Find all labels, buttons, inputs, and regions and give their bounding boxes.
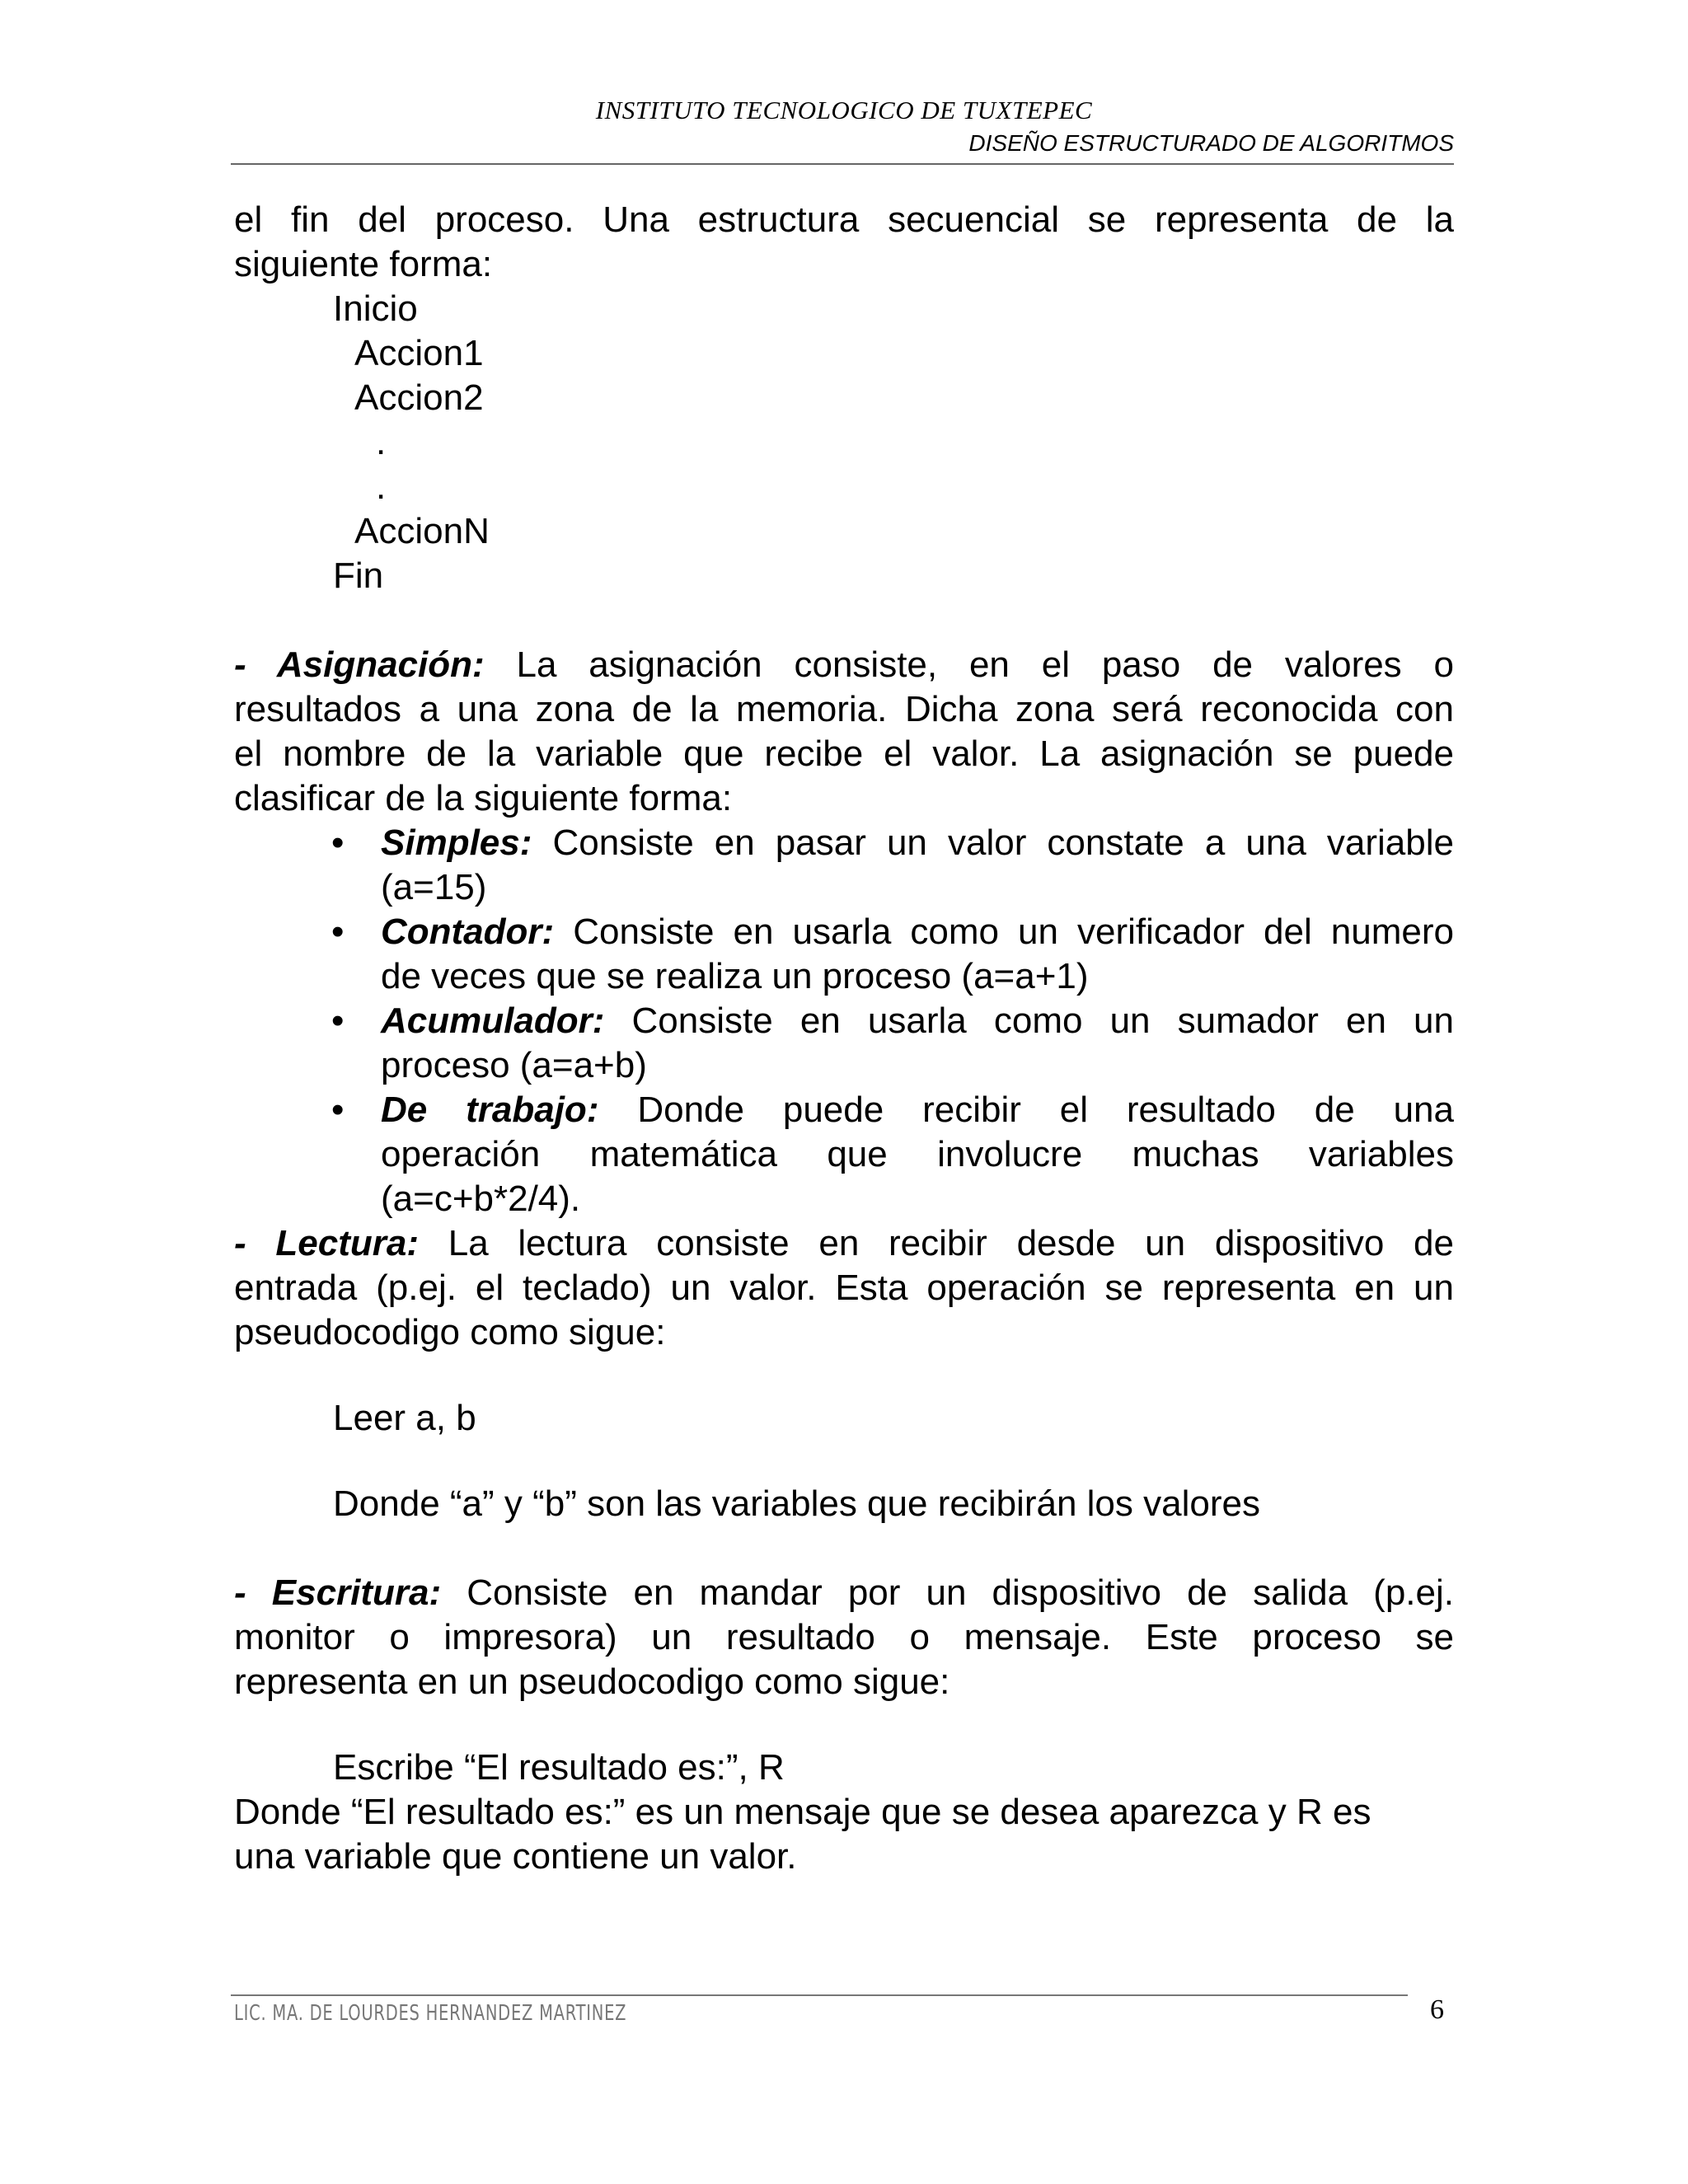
page-number: 6 (1430, 1994, 1444, 2025)
pseudocode-line: Escribe “El resultado es:”, R (333, 1747, 785, 1788)
header-course-title: DISEÑO ESTRUCTURADO DE ALGORITMOS (968, 130, 1454, 156)
footer-divider (231, 1994, 1408, 1996)
code-line: Accion1 (354, 333, 484, 373)
bullet-icon: • (331, 823, 345, 863)
paragraph-line: clasificar de la siguiente forma: (234, 778, 733, 818)
paragraph-line: representa en un pseudocodigo como sigue: (234, 1661, 950, 1702)
pseudocode-line: Leer a, b (333, 1398, 476, 1438)
paragraph-line: Donde “El resultado es:” es un mensaje que se desea aparezca y R es (234, 1792, 1372, 1832)
list-item: • Acumulador: Consiste en usarla como un sumador en un proceso (a=a+b) (331, 1001, 1454, 1085)
list-item: • Simples: Consiste en pasar un valor constate a una variable (a=15) (331, 823, 1454, 907)
paragraph-line: - Asignación: La asignación consiste, en el paso de valores o (234, 644, 1454, 685)
intro-line: el fin del proceso. Una estructura secuencial se representa de la (234, 199, 1454, 240)
header-institution: INSTITUTO TECNOLOGICO DE TUXTEPEC (595, 96, 1093, 124)
code-line: . (376, 466, 387, 507)
code-line: AccionN (354, 511, 490, 551)
intro-line: siguiente forma: (234, 244, 493, 284)
paragraph-line: monitor o impresora) un resultado o mensaje. Este proceso se (234, 1617, 1454, 1657)
paragraph-line: resultados a una zona de la memoria. Dicha zona será reconocida con (234, 689, 1454, 729)
paragraph-line: el nombre de la variable que recibe el valor. La asignación se puede (234, 733, 1454, 774)
code-line: Fin (333, 555, 384, 596)
pseudocode-note: Donde “a” y “b” son las variables que recibirán los valores (333, 1483, 1260, 1524)
code-line: . (376, 422, 387, 462)
bullet-icon: • (331, 1001, 345, 1041)
section-lectura (234, 1221, 1454, 1526)
paragraph-line: - Escritura: Consiste en mandar por un dispositivo de salida (p.ej. (234, 1572, 1454, 1613)
section-term: - Asignación: (234, 644, 485, 685)
bullet-icon: • (331, 912, 345, 952)
paragraph-line: pseudocodigo como sigue: (234, 1312, 666, 1352)
section-term: - Escritura: (234, 1572, 442, 1613)
code-line: Accion2 (354, 377, 484, 418)
assignment-types-list (234, 821, 1454, 1221)
header-divider (231, 163, 1454, 165)
paragraph-line: una variable que contiene un valor. (234, 1836, 797, 1877)
section-escritura (234, 1571, 1454, 1879)
footer-author: LIC. MA. DE LOURDES HERNANDEZ MARTINEZ (234, 2001, 627, 2026)
sequence-pseudocode (234, 287, 1454, 598)
section-term: - Lectura: (234, 1223, 419, 1263)
paragraph-line: entrada (p.ej. el teclado) un valor. Esta operación se representa en un (234, 1268, 1454, 1308)
section-asignacion (234, 643, 1454, 1221)
code-line: Inicio (333, 288, 418, 329)
bullet-icon: • (331, 1090, 345, 1130)
paragraph-line: - Lectura: La lectura consiste en recibir desde un dispositivo de (234, 1223, 1454, 1263)
list-item: • De trabajo: Donde puede recibir el resultado de una operación matemática que involucre muchas variables (a=c+b*2/4). (331, 1090, 1454, 1219)
page-body (234, 198, 1454, 1879)
list-item: • Contador: Consiste en usarla como un verificador del numero de veces que se realiza un proceso (a=a+1) (331, 912, 1454, 996)
